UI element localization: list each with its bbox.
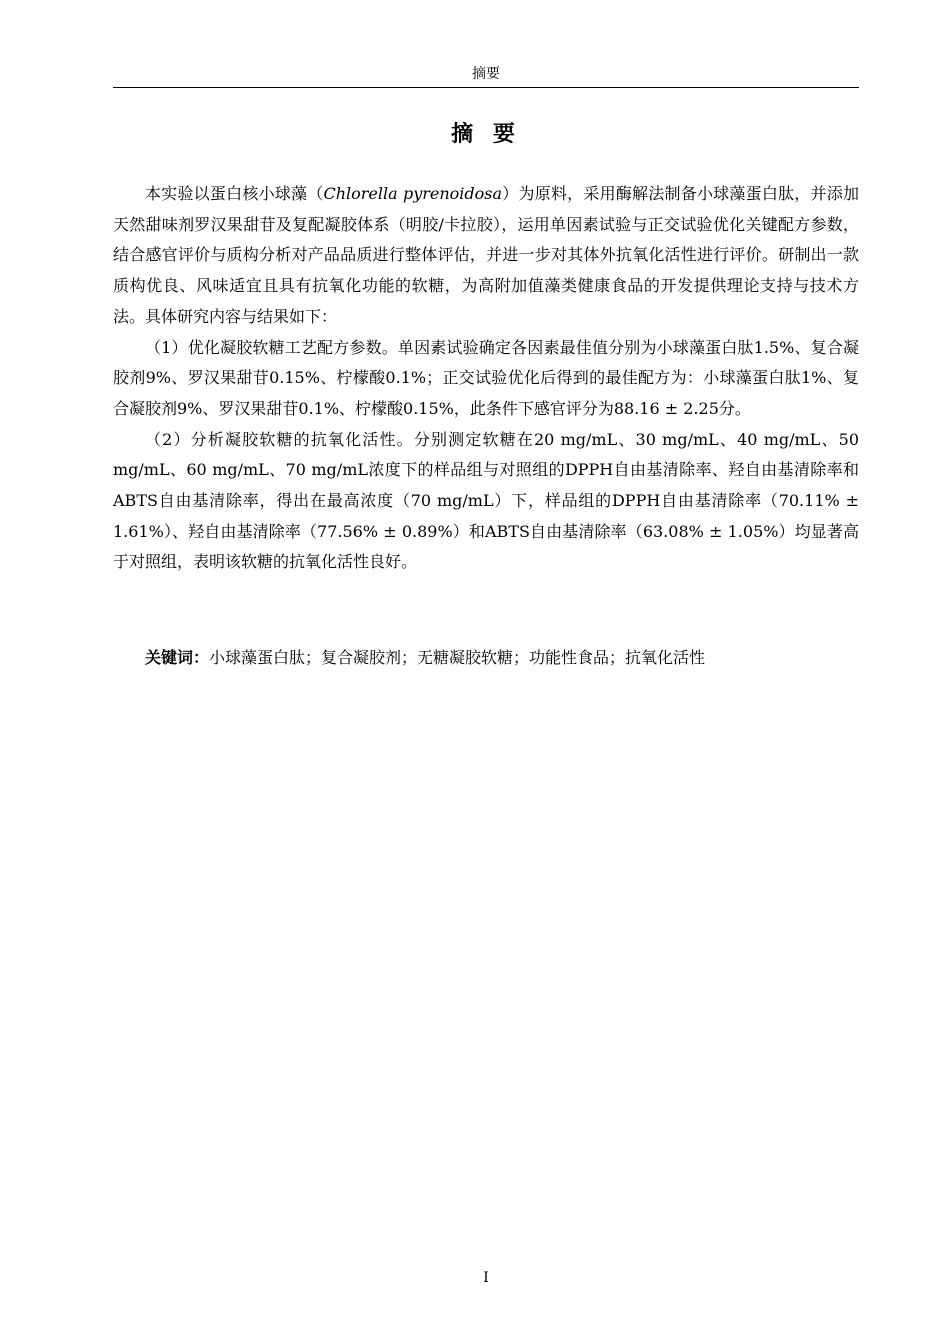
page-title: 摘 要 xyxy=(451,122,521,147)
page-number: I xyxy=(483,1270,489,1286)
abstract-paragraph-1 xyxy=(113,179,859,333)
abstract-body xyxy=(113,179,859,578)
abstract-paragraph-2: （1）优化凝胶软糖工艺配方参数。单因素试验确定各因素最佳值分别为小球藻蛋白肽1.5%、复合凝胶剂9%、罗汉果甜苷0.15%、柠檬酸0.1%；正交试验优化后得到的最佳配方为：小球藻蛋白肽1%、复合凝胶剂9%、罗汉果甜苷0.1%、柠檬酸0.15%，此条件下感官评分为88.16 ± 2.25分。 xyxy=(113,337,859,418)
keywords-label: 关键词： xyxy=(145,648,210,667)
abstract-p1-after: ）为原料，采用酶解法制备小球藻蛋白肽，并添加天然甜味剂罗汉果甜苷及复配凝胶体系（明胶/卡拉胶），运用单因素试验与正交试验优化关键配方参数，结合感官评价与质构分析对产品品质进行整体评估，并进一步对其体外抗氧化活性进行评价。研制出一款质构优良、风味适宜且具有抗氧化功能的软糖，为高附加值藻类健康食品的开发提供理论支持与技术方法。具体研究内容与结果如下： xyxy=(113,184,859,326)
abstract-p1-before: 本实验以蛋白核小球藻（ xyxy=(145,184,324,203)
keywords-text: 小球藻蛋白肽；复合凝胶剂；无糖凝胶软糖；功能性食品；抗氧化活性 xyxy=(209,648,706,667)
running-header: 摘要 xyxy=(472,66,500,82)
abstract-paragraph-3: （2）分析凝胶软糖的抗氧化活性。分别测定软糖在20 mg/mL、30 mg/mL、40 mg/mL、50 mg/mL、60 mg/mL、70 mg/mL浓度下的样品组与对照组的DPPH自由基清除率、羟自由基清除率和ABTS自由基清除率，得出在最高浓度（70 mg/mL）下，样品组的DPPH自由基清除率（70.11% ± 1.61%）、羟自由基清除率（77.56% ± 0.89%）和ABTS自由基清除率（63.08% ± 1.05%）均显著高于对照组，表明该软糖的抗氧化活性良好。 xyxy=(113,429,859,572)
keywords xyxy=(113,643,859,673)
species-name: Chlorella pyrenoidosa xyxy=(323,184,503,203)
header-rule xyxy=(113,87,859,88)
